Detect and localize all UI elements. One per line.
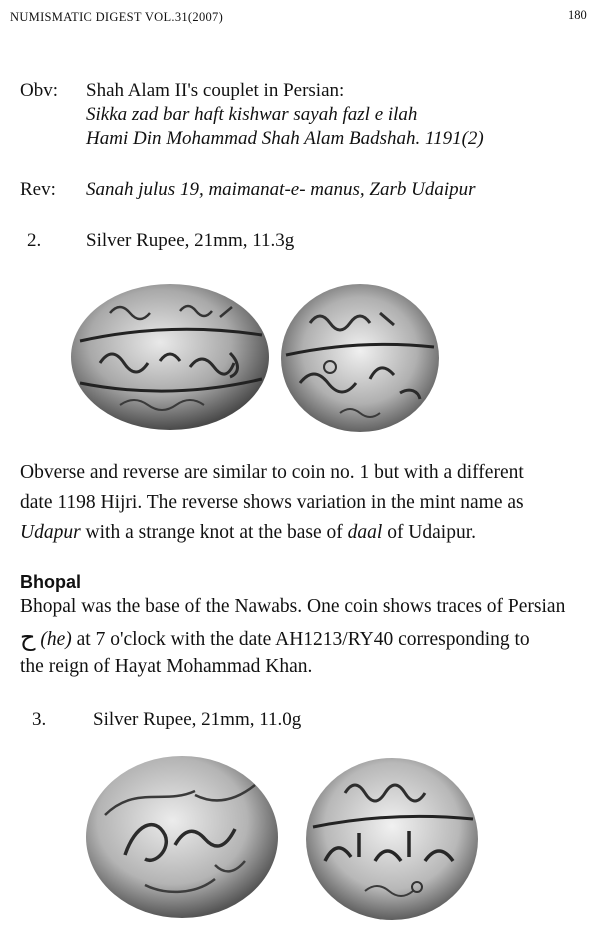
obv-line-3: Hami Din Mohammad Shah Alam Badshah. 1191(2) — [86, 128, 484, 149]
rev-label: Rev: — [20, 179, 56, 200]
coin-3-obverse-image — [85, 755, 280, 920]
rev-text: Sanah julus 19, maimanat-e- manus, Zarb Udaipur — [86, 179, 476, 200]
coin-2-obverse-image — [70, 283, 270, 431]
coin-3-description: Silver Rupee, 21mm, 11.0g — [93, 709, 302, 730]
bhopal-line-2-rest: at 7 o'clock with the date AH1213/RY40 corresponding to — [71, 629, 530, 650]
obv-label: Obv: — [20, 80, 58, 101]
coin-2-reverse-image — [280, 283, 440, 433]
para-1-line-1: Obverse and reverse are similar to coin no. 1 but with a different — [20, 462, 524, 483]
para-1-line-3-b: of Udaipur. — [382, 522, 477, 543]
obv-line-2: Sikka zad bar haft kishwar sayah fazl e ilah — [86, 104, 418, 125]
coin-2-number: 2. — [27, 230, 42, 251]
persian-he-glyph: ح — [20, 623, 36, 651]
section-heading-bhopal: Bhopal — [20, 572, 81, 592]
bhopal-line-3: the reign of Hayat Mohammad Khan. — [20, 656, 313, 677]
coin-3-reverse-image — [305, 757, 480, 922]
coin-2-description: Silver Rupee, 21mm, 11.3g — [86, 230, 295, 251]
para-1-italic-udapur: Udapur — [20, 522, 81, 543]
para-1-line-2: date 1198 Hijri. The reverse shows variation in the mint name as — [20, 492, 524, 513]
coin-3-number: 3. — [32, 709, 47, 730]
bhopal-line-1: Bhopal was the base of the Nawabs. One coin shows traces of Persian — [20, 596, 566, 617]
para-1-line-3 — [20, 518, 476, 548]
bhopal-line-2 — [20, 622, 530, 655]
para-1-italic-daal: daal — [347, 522, 383, 543]
page-number: 180 — [568, 8, 587, 22]
bhopal-he-italic: (he) — [40, 629, 72, 650]
para-1-line-3-a: with a strange knot at the base of — [80, 522, 348, 543]
obv-line-1: Shah Alam II's couplet in Persian: — [86, 80, 345, 101]
journal-header: NUMISMATIC DIGEST VOL.31(2007) — [10, 10, 224, 24]
